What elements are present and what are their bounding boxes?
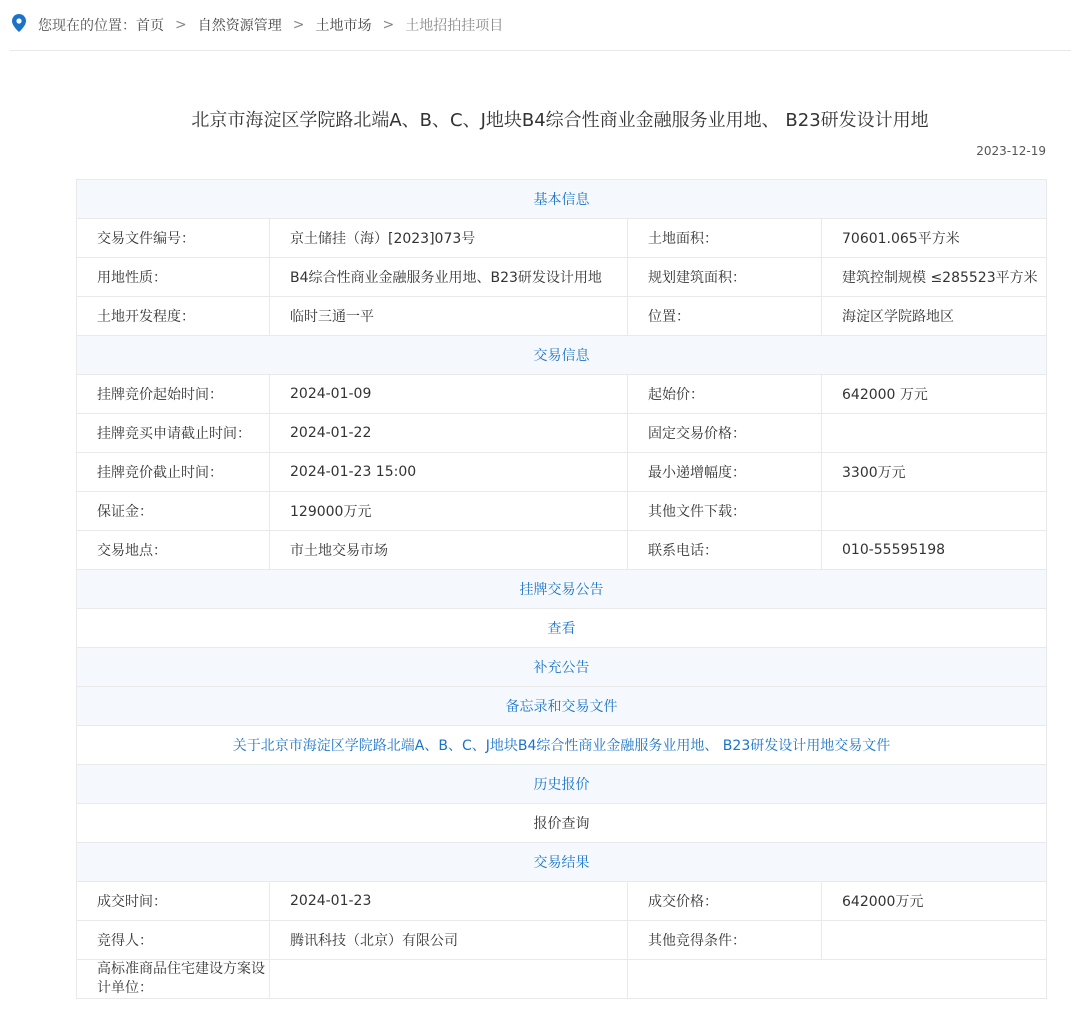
publish-date: 2023-12-19 xyxy=(976,144,1046,158)
label-design-unit: 高标准商品住宅建设方案设计单位： xyxy=(77,960,270,999)
label-land-area: 土地面积： xyxy=(628,219,822,258)
label-min-increment: 最小递增幅度： xyxy=(628,453,822,492)
label-deal-price: 成交价格： xyxy=(628,882,822,921)
quote-query-cell xyxy=(77,804,1047,843)
value-bid-start-time: 2024-01-09 xyxy=(270,375,628,414)
label-location: 位置： xyxy=(628,297,822,336)
breadcrumb-separator: > xyxy=(292,17,305,33)
value-development-level: 临时三通一平 xyxy=(270,297,628,336)
breadcrumb xyxy=(10,0,1071,51)
label-other-downloads: 其他文件下载： xyxy=(628,492,822,531)
value-location: 海淀区学院路地区 xyxy=(822,297,1047,336)
breadcrumb-separator: > xyxy=(175,17,187,33)
value-min-increment: 3300万元 xyxy=(822,453,1047,492)
value-deal-price: 642000万元 xyxy=(822,882,1047,921)
value-fixed-price xyxy=(822,414,1047,453)
breadcrumb-separator: > xyxy=(382,17,395,33)
value-trade-venue: 市土地交易市场 xyxy=(270,531,628,570)
label-bid-end-time: 挂牌竞价截止时间： xyxy=(77,453,270,492)
label-deposit: 保证金： xyxy=(77,492,270,531)
section-trade-info: 交易信息 xyxy=(77,336,1047,375)
table-row xyxy=(77,453,1047,492)
value-building-area: 建筑控制规模 ≤285523平方米 xyxy=(822,258,1047,297)
section-price-history: 历史报价 xyxy=(77,765,1047,804)
table-row xyxy=(77,258,1047,297)
value-bid-end-time: 2024-01-23 15:00 xyxy=(270,453,628,492)
view-notice-cell xyxy=(77,609,1047,648)
table-row xyxy=(77,297,1047,336)
label-trade-venue: 交易地点： xyxy=(77,531,270,570)
breadcrumb-home[interactable]: 首页 xyxy=(136,18,164,34)
value-winner: 腾讯科技（北京）有限公司 xyxy=(270,921,628,960)
section-supplementary-notice: 补充公告 xyxy=(77,648,1047,687)
label-fixed-price: 固定交易价格： xyxy=(628,414,822,453)
value-other-downloads[interactable] xyxy=(822,492,1047,531)
table-row xyxy=(77,219,1047,258)
label-contact-phone: 联系电话： xyxy=(628,531,822,570)
view-notice-link[interactable]: 查看 xyxy=(547,621,576,637)
table-row xyxy=(77,882,1047,921)
value-deposit: 129000万元 xyxy=(270,492,628,531)
value-start-price: 642000 万元 xyxy=(822,375,1047,414)
breadcrumb-current: 土地招拍挂项目 xyxy=(405,18,504,34)
label-building-area: 规划建筑面积： xyxy=(628,258,822,297)
value-file-number: 京土储挂（海）[2023]073号 xyxy=(270,219,628,258)
value-deal-time: 2024-01-23 xyxy=(270,882,628,921)
section-listing-notice: 挂牌交易公告 xyxy=(77,570,1047,609)
breadcrumb-natural-resources[interactable]: 自然资源管理 xyxy=(197,18,282,34)
value-land-use: B4综合性商业金融服务业用地、B23研发设计用地 xyxy=(270,258,628,297)
memo-file-link[interactable]: 关于北京市海淀区学院路北端A、B、C、J地块B4综合性商业金融服务业用地、 B23研发设计用地交易文件 xyxy=(232,738,891,754)
land-info-table xyxy=(76,179,1047,999)
label-application-deadline: 挂牌竞买申请截止时间： xyxy=(77,414,270,453)
table-row xyxy=(77,375,1047,414)
quote-query-link[interactable]: 报价查询 xyxy=(533,816,590,832)
label-winner: 竞得人： xyxy=(77,921,270,960)
label-bid-start-time: 挂牌竞价起始时间： xyxy=(77,375,270,414)
value-design-unit xyxy=(270,960,628,999)
memo-file-cell xyxy=(77,726,1047,765)
label-file-number: 交易文件编号： xyxy=(77,219,270,258)
section-trade-result: 交易结果 xyxy=(77,843,1047,882)
location-pin-icon xyxy=(12,14,26,32)
table-row xyxy=(77,960,1047,999)
value-design-unit-extra xyxy=(628,960,1047,999)
label-development-level: 土地开发程度： xyxy=(77,297,270,336)
label-start-price: 起始价： xyxy=(628,375,822,414)
page-title: 北京市海淀区学院路北端A、B、C、J地块B4综合性商业金融服务业用地、 B23研发设计用地 xyxy=(191,110,929,131)
breadcrumb-land-market[interactable]: 土地市场 xyxy=(315,18,372,34)
section-memo-documents: 备忘录和交易文件 xyxy=(77,687,1047,726)
value-contact-phone: 010-55595198 xyxy=(822,531,1047,570)
breadcrumb-prefix: 您现在的位置： xyxy=(38,18,136,34)
value-other-conditions xyxy=(822,921,1047,960)
section-basic-info: 基本信息 xyxy=(77,180,1047,219)
label-land-use: 用地性质： xyxy=(77,258,270,297)
value-application-deadline: 2024-01-22 xyxy=(270,414,628,453)
value-land-area: 70601.065平方米 xyxy=(822,219,1047,258)
table-row xyxy=(77,921,1047,960)
label-other-conditions: 其他竞得条件： xyxy=(628,921,822,960)
label-deal-time: 成交时间： xyxy=(77,882,270,921)
table-row xyxy=(77,492,1047,531)
table-row xyxy=(77,414,1047,453)
table-row xyxy=(77,531,1047,570)
